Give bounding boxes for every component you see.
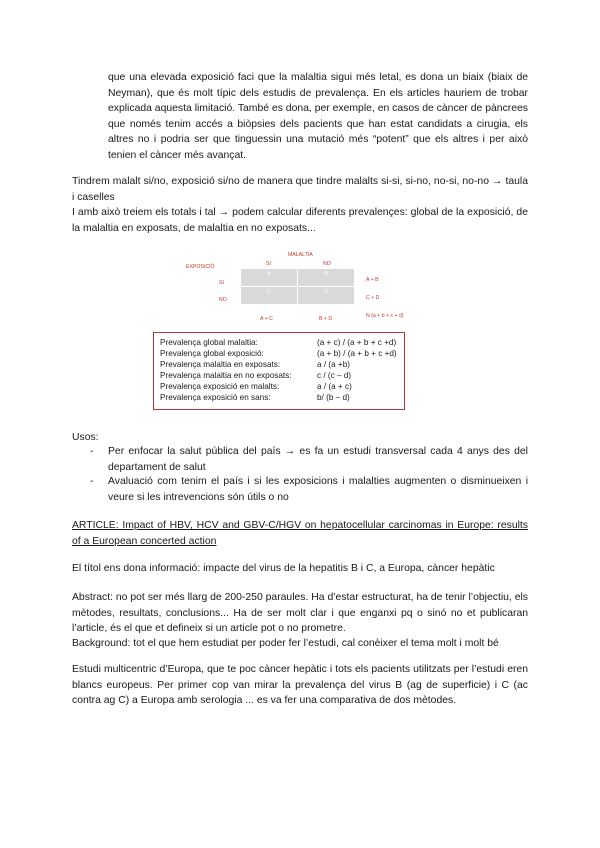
formula-expression: (a + b) / (a + b + c +d): [317, 349, 397, 358]
formula-expression: a / (a +b): [317, 360, 350, 369]
formula-expression: a / (a + c): [317, 382, 352, 391]
article-title: ARTICLE: Impact of HBV, HCV and GBV-C/HGV on hepatocellular carcinomas in Europe: results of a European concerted action: [72, 520, 528, 547]
bullet-dash: -: [90, 446, 94, 457]
paragraph-estudi: Estudi multicentric d’Europa, que te poc càncer hepàtic i tots els pacients utilitzats per l’estudi eren blancs europeus. Per primer cop van mirar la prevalença del virus B (ag de superficie) i C (ac contra ag C) a Europa amb serologia ... es va fer una comparativa de dos mètodes.: [72, 664, 528, 707]
list-item: [72, 474, 528, 506]
row-no-label: NO: [219, 297, 227, 303]
malaltia-header: MALALTIA: [288, 252, 313, 258]
formula-expression: c / (c – d): [317, 371, 352, 380]
formula-name: Prevalença global exposició:: [160, 349, 264, 358]
contingency-table-figure: [176, 248, 412, 328]
cell-b: B: [297, 268, 355, 287]
sum-ab: A + B: [366, 277, 379, 283]
sum-bd: B + D: [319, 316, 333, 322]
sum-cd: C + D: [366, 295, 380, 301]
list-item-text: Avaluació com tenim el país i si les exposicions i malalties augmenten o disminueixen i veure si les intrevencions són útils o no: [108, 476, 528, 503]
col-no-label: NO: [323, 261, 331, 267]
intro-paragraph: que una elevada exposició faci que la malaltia sigui més letal, es dona un biaix (biaix de Neyman), que és molt típic dels estudis de prevalença. En els articles hauriem de trobar explicada aquesta limitació. També es dona, per exemple, en casos de càncer de pàncrees que només tenim accés a biòpsies dels pacients que han estat candidats a cirugia, els altres no i podria ser que tinguessin una mutació més “potent” que els altres i per això tenien el càncer més avançat.: [108, 72, 528, 161]
bullet-dash: -: [90, 476, 94, 487]
exposicio-header: EXPOSICIÓ: [186, 264, 215, 270]
usos-label: Usos:: [72, 432, 99, 443]
col-si-label: SI: [266, 261, 271, 267]
list-item: [72, 444, 528, 476]
paragraph-malalt: Tindrem malalt si/no, exposició si/no de manera que tindre malalts si-si, si-no, no-si, no-no → taula i caselles: [72, 176, 528, 203]
formula-name: Prevalença exposició en malalts:: [160, 382, 280, 391]
cell-a: A: [240, 268, 298, 287]
list-item-text: Per enfocar la salut pública del país → es fa un estudi transversal cada 4 anys des del departament de salut: [108, 446, 528, 473]
paragraph-abstract: Abstract: no pot ser més llarg de 200-250 paraules. Ha d’estar estructurat, ha de tenir l’objectiu, els mètodes, resultats, conclusions... Ha de ser molt clar i que enganxi pq o sinó no et publicaran l’article, és el que et defineix si un article pot o no prometre.: [72, 592, 528, 635]
cell-d: D: [297, 286, 355, 305]
formula-name: Prevalença exposició en sans:: [160, 393, 271, 402]
paragraph-background: Background: tot el que hem estudiat per poder fer l’estudi, cal conèixer el tema molt i molt bé: [72, 638, 499, 649]
row-si-label: SI: [219, 280, 224, 286]
paragraph-totals: I amb això treiem els totals i tal → podem calcular diferents prevalençes: global de la exposició, de la malaltia en exposats, de malaltia en no exposats...: [72, 207, 528, 234]
paragraph-titol: El títol ens dona informació: impacte del virus de la hepatitis B i C, a Europa, càncer hepàtic: [72, 563, 495, 574]
cell-c: C: [240, 286, 298, 305]
prevalence-formulas-box: [153, 332, 405, 410]
formula-expression: (a + c) / (a + b + c +d): [317, 338, 397, 347]
formula-expression: b/ (b – d): [317, 393, 350, 402]
formula-name: Prevalença malaltia en exposats:: [160, 360, 281, 369]
formula-name: Prevalença global malaltia:: [160, 338, 258, 347]
total-n: N (a + b + c + d): [366, 313, 404, 319]
formula-name: Prevalença malaltia en no exposats:: [160, 371, 292, 380]
sum-ac: A + C: [260, 316, 273, 322]
